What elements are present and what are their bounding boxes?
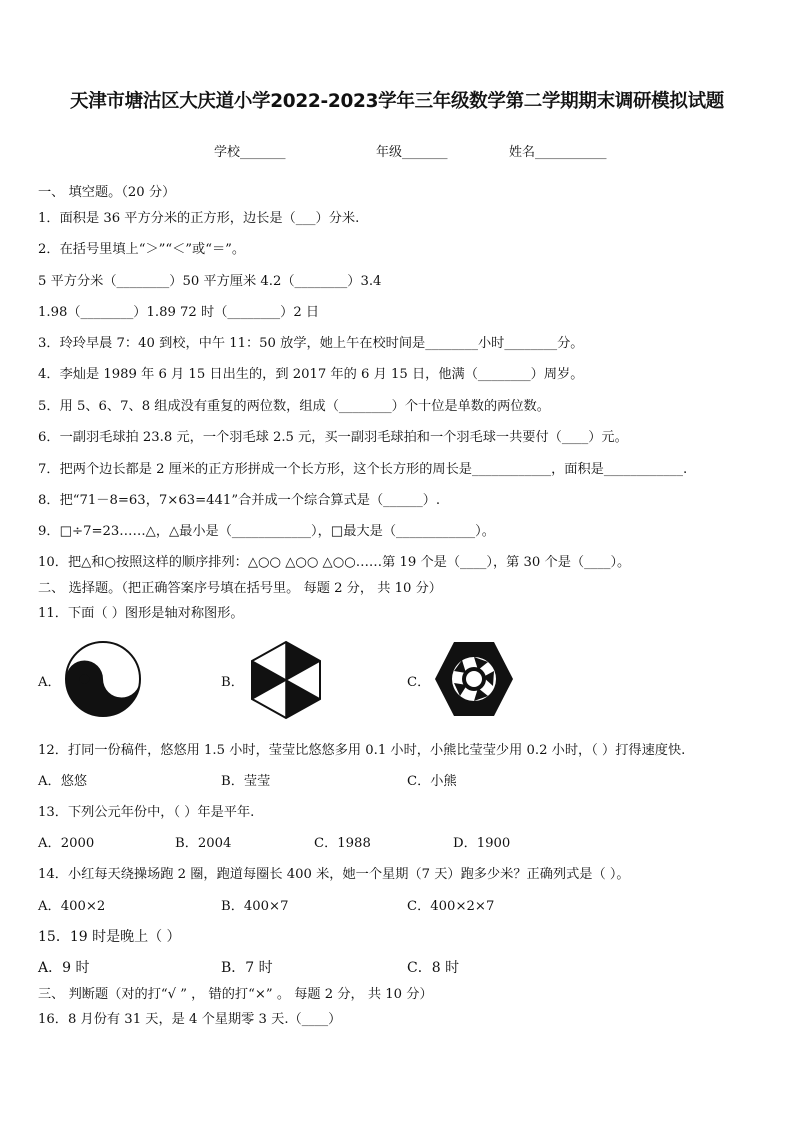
question-2-row-2: 1.98（________）1.89 72 时（________）2 日 — [38, 305, 320, 320]
question-14: 14．小红每天绕操场跑 2 圈，跑道每圈长 400 米，她一个星期（7 天）跑多少米？正确列式是（ ）。 — [38, 867, 630, 882]
q12-option-b: B．莹莹 — [221, 774, 271, 789]
q14-option-c: C．400×2×7 — [407, 899, 495, 914]
section-2-heading: 二、 选择题。（把正确答案序号填在括号里。 每题 2 分， 共 10 分） — [38, 581, 442, 596]
q11-option-c-label: C． — [407, 675, 431, 690]
grade-field: 年级_______ — [376, 145, 448, 160]
q15-option-a: A．9 时 — [38, 960, 90, 976]
q13-option-d: D．1900 — [453, 836, 511, 851]
q15-option-c: C．8 时 — [407, 960, 460, 976]
question-4: 4．李灿是 1989 年 6 月 15 日出生的，到 2017 年的 6 月 15 日，他满（________）周岁。 — [38, 367, 584, 382]
q14-option-b: B．400×7 — [221, 899, 289, 914]
q11-option-b-label: B． — [221, 675, 244, 690]
question-13: 13．下列公元年份中，（ ）年是平年. — [38, 805, 255, 820]
section-3-heading: 三、 判断题（对的打“√ ” ， 错的打“×” 。 每题 2 分， 共 10 分） — [38, 987, 433, 1002]
question-3: 3．玲玲早晨 7：40 到校，中午 11：50 放学，她上午在校时间是________小时________分。 — [38, 336, 584, 351]
q13-option-b: B．2004 — [175, 836, 232, 851]
question-16: 16．8 月份有 31 天，是 4 个星期零 3 天.（____） — [38, 1012, 342, 1027]
school-field: 学校_______ — [214, 145, 286, 160]
q12-option-c: C．小熊 — [407, 774, 457, 789]
question-5: 5．用 5、6、7、8 组成没有重复的两位数，组成（________）个十位是单数的两位数。 — [38, 399, 550, 414]
section-1-heading: 一、 填空题。（20 分） — [38, 185, 176, 200]
q15-option-b: B．7 时 — [221, 960, 273, 976]
question-9: 9．□÷7=23……△，△最小是（____________），□最大是（____________）。 — [38, 524, 495, 539]
question-1: 1．面积是 36 平方分米的正方形，边长是（___）分米. — [38, 211, 360, 226]
question-2: 2．在括号里填上“＞”“＜”或“＝”。 — [38, 242, 246, 257]
q12-option-a: A．悠悠 — [38, 774, 88, 789]
q11-option-a-label: A． — [38, 675, 61, 690]
question-15: 15．19 时是晚上（ ） — [38, 929, 181, 945]
page-title: 天津市塘沽区大庆道小学2022-2023学年三年级数学第二学期期末调研模拟试题 — [70, 91, 724, 112]
q13-option-a: A．2000 — [38, 836, 95, 851]
question-7: 7．把两个边长都是 2 厘米的正方形拼成一个长方形，这个长方形的周长是____________，面积是____________. — [38, 462, 688, 477]
question-8: 8．把“71－8=63，7×63=441”合并成一个综合算式是（______）. — [38, 493, 441, 508]
q13-option-c: C．1988 — [314, 836, 371, 851]
question-10: 10．把△和○按照这样的顺序排列：△○○ △○○ △○○……第 19 个是（____），第 30 个是（____）。 — [38, 555, 631, 570]
q14-option-a: A．400×2 — [38, 899, 106, 914]
yin-yang-icon — [64, 640, 142, 720]
question-12: 12．打同一份稿件，悠悠用 1.5 小时，莹莹比悠悠多用 0.1 小时，小熊比莹莹少用 0.2 小时，（ ）打得速度快. — [38, 743, 686, 758]
question-11: 11．下面（ ）图形是轴对称图形。 — [38, 606, 244, 621]
name-field: 姓名___________ — [509, 145, 607, 160]
question-6: 6．一副羽毛球拍 23.8 元，一个羽毛球 2.5 元，买一副羽毛球拍和一个羽毛球一共要付（____）元。 — [38, 430, 628, 445]
hexagon-spiral-icon — [433, 640, 515, 720]
hexagon-triangles-icon — [250, 640, 322, 720]
question-2-row-1: 5 平方分米（________）50 平方厘米 4.2（________）3.4 — [38, 274, 382, 289]
